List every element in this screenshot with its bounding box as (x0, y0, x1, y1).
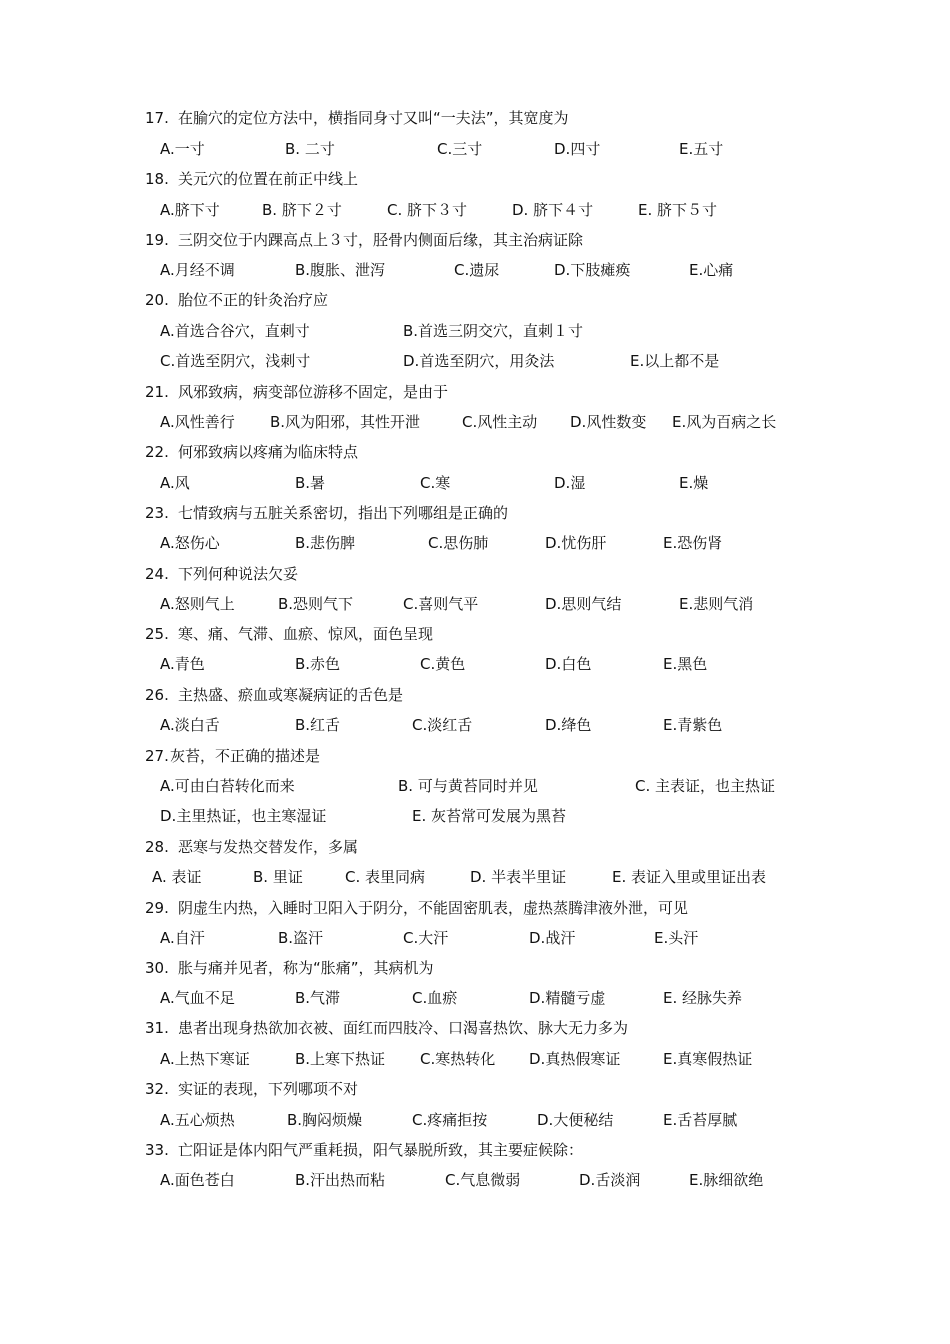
question-stem (0, 685, 950, 715)
option-e: E.悲则气消 (679, 595, 754, 613)
option-d: D.白色 (545, 655, 592, 673)
option-e: E.燥 (679, 474, 709, 492)
option-b: B.恐则气下 (278, 595, 354, 613)
option-row (0, 412, 950, 442)
question-text: 亡阳证是体内阳气严重耗损，阳气暴脱所致，其主要症候除： (178, 1141, 584, 1159)
question-number: 29. (145, 899, 169, 917)
option-a: A.脐下寸 (160, 201, 220, 219)
option-c: C.喜则气平 (403, 595, 479, 613)
option-b: B.首选三阴交穴，直刺１寸 (403, 322, 584, 340)
question-text: 胀与痛并见者，称为“胀痛”，其病机为 (178, 959, 434, 977)
option-a: A. 表证 (152, 868, 202, 886)
option-row (0, 715, 950, 745)
option-d: D. 半表半里证 (470, 868, 567, 886)
option-c: C.淡红舌 (412, 716, 473, 734)
option-c: C.寒热转化 (420, 1050, 496, 1068)
option-b: B. 脐下２寸 (262, 201, 342, 219)
option-b: B. 二寸 (285, 140, 335, 158)
question-number: 23. (145, 504, 169, 522)
option-row (0, 654, 950, 684)
option-row (0, 1049, 950, 1079)
option-d: D.主里热证，也主寒湿证 (160, 807, 327, 825)
question-text: 在腧穴的定位方法中，横指同身寸又叫“一夫法”，其宽度为 (178, 109, 569, 127)
question-stem (0, 746, 950, 776)
option-e: E.恐伤肾 (663, 534, 723, 552)
option-e: E. 脐下５寸 (638, 201, 718, 219)
question-number: 27. (145, 747, 169, 765)
question-text: 恶寒与发热交替发作，多属 (178, 838, 359, 856)
option-row (0, 321, 950, 351)
question-number: 28. (145, 838, 169, 856)
option-e: E.脉细欲绝 (689, 1171, 764, 1189)
option-a: A.风性善行 (160, 413, 235, 431)
question-number: 25. (145, 625, 169, 643)
option-d: D.首选至阴穴，用灸法 (403, 352, 555, 370)
option-b: B.暑 (295, 474, 326, 492)
option-b: B. 里证 (253, 868, 303, 886)
question-stem (0, 624, 950, 654)
option-b: B.风为阳邪，其性开泄 (270, 413, 421, 431)
question-number: 24. (145, 565, 169, 583)
option-a: A.怒则气上 (160, 595, 235, 613)
option-a: A.首选合谷穴，直刺寸 (160, 322, 310, 340)
option-c: C.首选至阴穴，浅刺寸 (160, 352, 311, 370)
option-c: C.大汗 (403, 929, 449, 947)
question-stem (0, 1018, 950, 1048)
option-b: B.汗出热而粘 (295, 1171, 386, 1189)
option-d: D.战汗 (529, 929, 576, 947)
question-text: 七情致病与五脏关系密切，指出下列哪组是正确的 (178, 504, 509, 522)
option-e: E.青紫色 (663, 716, 723, 734)
option-a: A.气血不足 (160, 989, 235, 1007)
question-number: 22. (145, 443, 169, 461)
option-row (0, 473, 950, 503)
option-b: B.悲伤脾 (295, 534, 356, 552)
question-stem (0, 230, 950, 260)
option-c: C. 主表证，也主热证 (635, 777, 776, 795)
option-row (0, 867, 950, 897)
question-number: 21. (145, 383, 169, 401)
question-number: 31. (145, 1019, 169, 1037)
question-text: 风邪致病，病变部位游移不固定，是由于 (178, 383, 449, 401)
option-a: A.自汗 (160, 929, 205, 947)
option-d: D.真热假寒证 (529, 1050, 621, 1068)
option-row (0, 594, 950, 624)
option-a: A.怒伤心 (160, 534, 220, 552)
question-stem (0, 958, 950, 988)
option-row (0, 200, 950, 230)
option-e: E.风为百病之长 (672, 413, 777, 431)
option-c: C.疼痛拒按 (412, 1111, 488, 1129)
question-number: 33. (145, 1141, 169, 1159)
option-row (0, 533, 950, 563)
option-d: D.忧伤肝 (545, 534, 607, 552)
option-row (0, 988, 950, 1018)
option-c: C.寒 (420, 474, 451, 492)
option-c: C.黄色 (420, 655, 466, 673)
question-text: 何邪致病以疼痛为临床特点 (178, 443, 359, 461)
option-a: A.五心烦热 (160, 1111, 235, 1129)
option-b: B.赤色 (295, 655, 341, 673)
option-d: D.大便秘结 (537, 1111, 614, 1129)
option-a: A.可由白苔转化而来 (160, 777, 295, 795)
option-a: A.淡白舌 (160, 716, 220, 734)
question-number: 18. (145, 170, 169, 188)
option-e: E.黑色 (663, 655, 708, 673)
option-e: E. 表证入里或里证出表 (612, 868, 767, 886)
question-number: 32. (145, 1080, 169, 1098)
option-c: C.风性主动 (462, 413, 538, 431)
option-d: D.四寸 (554, 140, 601, 158)
question-stem (0, 169, 950, 199)
question-number: 30. (145, 959, 169, 977)
option-a: A.月经不调 (160, 261, 235, 279)
question-stem (0, 290, 950, 320)
question-text: 实证的表现，下列哪项不对 (178, 1080, 359, 1098)
option-c: C.三寸 (437, 140, 483, 158)
option-a: A.一寸 (160, 140, 205, 158)
option-row (0, 806, 950, 836)
question-text: 阴虚生内热，入睡时卫阳入于阴分，不能固密肌表，虚热蒸腾津液外泄，可见 (178, 899, 689, 917)
question-number: 26. (145, 686, 169, 704)
option-c: C.遗尿 (454, 261, 500, 279)
option-c: C. 脐下３寸 (387, 201, 468, 219)
question-text: 灰苔，不正确的描述是 (170, 747, 321, 765)
question-number: 17. (145, 109, 169, 127)
option-e: E.五寸 (679, 140, 724, 158)
option-d: D.湿 (554, 474, 586, 492)
option-e: E.真寒假热证 (663, 1050, 753, 1068)
option-a: A.上热下寒证 (160, 1050, 250, 1068)
question-text: 三阴交位于内踝高点上３寸，胫骨内侧面后缘，其主治病证除 (178, 231, 584, 249)
option-b: B.腹胀、泄泻 (295, 261, 386, 279)
option-e: E.心痛 (689, 261, 734, 279)
option-d: D.风性数变 (570, 413, 647, 431)
option-a: A.青色 (160, 655, 205, 673)
question-text: 患者出现身热欲加衣被、面红而四肢冷、口渴喜热饮、脉大无力多为 (178, 1019, 629, 1037)
option-b: B.上寒下热证 (295, 1050, 386, 1068)
question-text: 关元穴的位置在前正中线上 (178, 170, 359, 188)
question-stem (0, 1079, 950, 1109)
question-stem (0, 1140, 950, 1170)
question-text: 下列何种说法欠妥 (178, 565, 299, 583)
question-stem (0, 108, 950, 138)
option-b: B.盗汗 (278, 929, 324, 947)
option-c: C.思伤肺 (428, 534, 489, 552)
option-b: B.气滞 (295, 989, 341, 1007)
option-row (0, 351, 950, 381)
option-e: E. 经脉失养 (663, 989, 743, 1007)
question-text: 主热盛、瘀血或寒凝病证的舌色是 (178, 686, 404, 704)
option-d: D.绛色 (545, 716, 592, 734)
option-a: A.风 (160, 474, 190, 492)
question-stem (0, 382, 950, 412)
option-e: E.以上都不是 (630, 352, 720, 370)
option-d: D.思则气结 (545, 595, 622, 613)
question-stem (0, 837, 950, 867)
option-d: D.下肢瘫痪 (554, 261, 631, 279)
option-d: D.舌淡润 (579, 1171, 641, 1189)
question-stem (0, 442, 950, 472)
option-d: D. 脐下４寸 (512, 201, 594, 219)
option-c: C. 表里同病 (345, 868, 426, 886)
option-row (0, 1170, 950, 1200)
question-stem (0, 503, 950, 533)
question-number: 19. (145, 231, 169, 249)
question-number: 20. (145, 291, 169, 309)
option-a: A.面色苍白 (160, 1171, 235, 1189)
question-text: 胎位不正的针灸治疗应 (178, 291, 329, 309)
option-row (0, 928, 950, 958)
option-b: B.红舌 (295, 716, 341, 734)
option-row (0, 1110, 950, 1140)
option-e: E. 灰苔常可发展为黑苔 (412, 807, 567, 825)
option-b: B. 可与黄苔同时并见 (398, 777, 538, 795)
question-text: 寒、痛、气滞、血瘀、惊风，面色呈现 (178, 625, 434, 643)
option-c: C.血瘀 (412, 989, 458, 1007)
question-stem (0, 564, 950, 594)
option-e: E.舌苔厚腻 (663, 1111, 738, 1129)
question-stem (0, 898, 950, 928)
option-d: D.精髓亏虚 (529, 989, 606, 1007)
option-b: B.胸闷烦燥 (287, 1111, 363, 1129)
option-row (0, 139, 950, 169)
option-row (0, 776, 950, 806)
option-c: C.气息微弱 (445, 1171, 521, 1189)
option-row (0, 260, 950, 290)
option-e: E.头汗 (654, 929, 699, 947)
